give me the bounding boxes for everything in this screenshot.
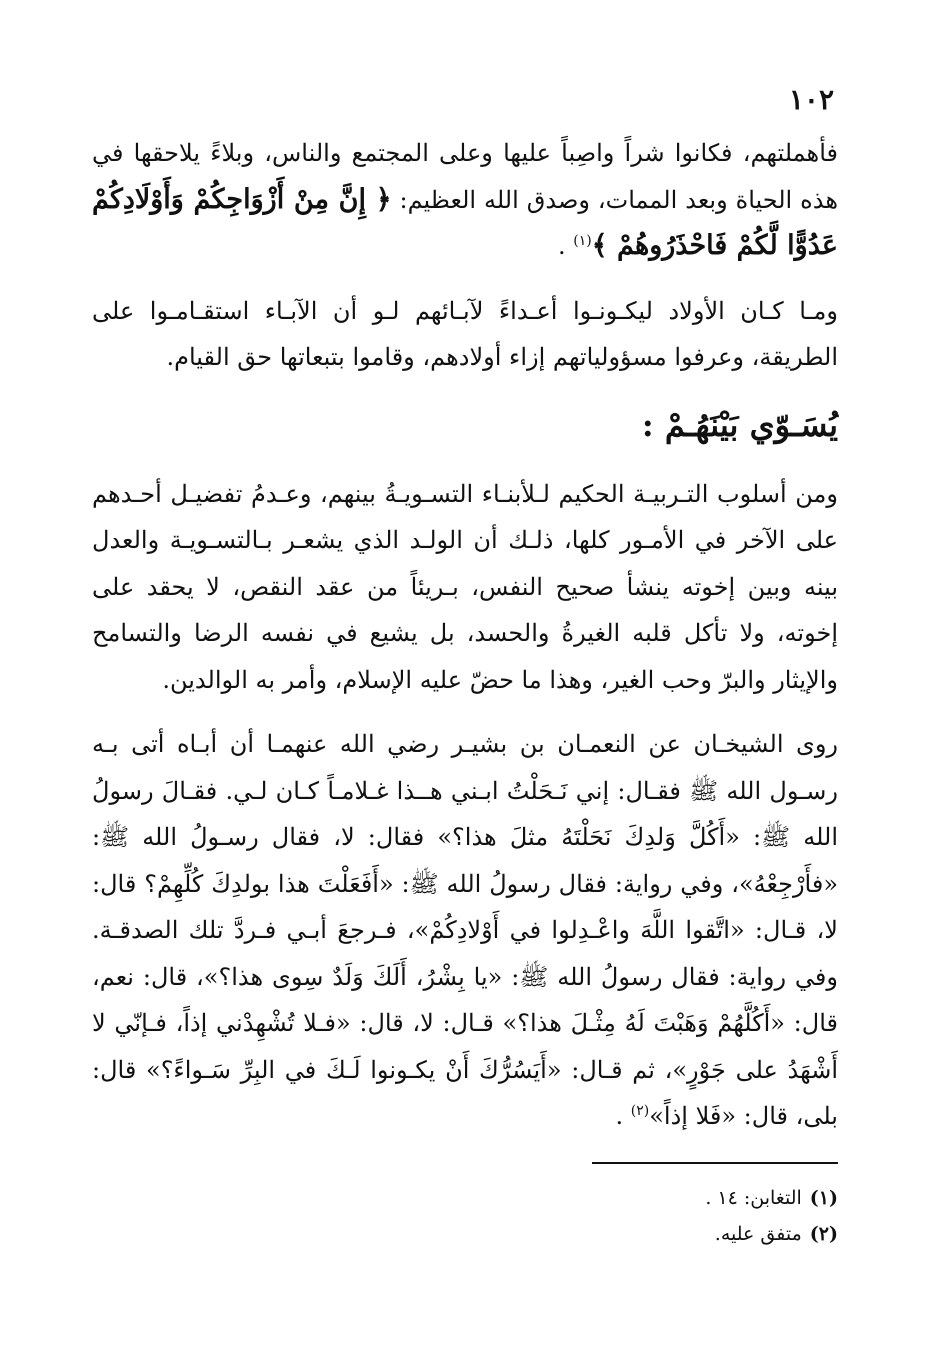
paragraph-4-end: .	[615, 1102, 631, 1130]
footnote-2	[92, 1216, 838, 1252]
page-number: ١٠٢	[788, 83, 834, 116]
footnote-divider	[592, 1162, 838, 1164]
paragraph-1	[92, 130, 838, 270]
footnote-1-text: التغابن: ١٤ .	[705, 1187, 802, 1209]
footnote-2-text: متفق عليه.	[714, 1223, 802, 1245]
paragraph-1-end: .	[558, 232, 574, 260]
paragraph-4-text: روى الشيخـان عن النعمـان بن بشيـر رضي الله عنهمـا أن أبـاه أتى بـه رسـول الله ﷺ فقـال: إني نَـحَلْتُ ابـني هــذا غـلامـاً كـان لـي. فقـالَ رسولُ الله ﷺ: «أَكُلَّ وَلدِكَ نَحَلْتَهُ مثلَ هذا؟» فقال: لا، فقال رسـولُ الله ﷺ: «فأَرْجِعْهُ»، وفي رواية: فقال رسولُ الله ﷺ: «أَفَعَلْتَ هذا بولدِكَ كُلِّهِمْ؟ قال: لا، قـال: «اتَّقوا اللَّهَ واعْـدِلوا في أَوْلادِكُمْ»، فـرجعَ أبـي فـردَّ تلك الصدقـة. وفي رواية: فقال رسولُ الله ﷺ: «يا بِشْرُ، أَلَكَ وَلَدٌ سِوى هذا؟»، قال: نعم، قال: «أَكُلَّهُمْ وَهَبْتَ لَهُ مِثْـلَ هذا؟» قـال: لا، قال: «فـلا تُشْهِدْني إذاً، فـإنّي لا أَشْهَدُ على جَوْرٍ»، ثم قـال: «أَيَسُرُّكَ أَنْ يكـونوا لَـكَ في البِرِّ سَـواءً؟» قال: بلى، قال: «فَلا إذاً»	[92, 730, 838, 1130]
footnote-ref-2: (٢)	[630, 1103, 650, 1119]
footnote-1-number: (١)	[809, 1187, 838, 1209]
footnote-2-number: (٢)	[809, 1223, 838, 1245]
page-body	[92, 130, 838, 1158]
footnote-1	[92, 1180, 838, 1216]
paragraph-3: ومن أسلوب التـربيـة الحكيم لـلأبنـاء التسـويـةُ بينهم، وعـدمُ تفضيـل أحـدهم على الآخر في الأمـور كلها، ذلـك أن الولـد الذي يشعـر بـالتسـويـة والعدل بينه وبين إخوته ينشأ صحيح النفس، بـريئاً من عقد النقص، لا يحقد على إخوته، ولا تأكل قلبه الغيرةُ والحسد، بل يشيع في نفسه الرضا والتسامح والإيثار والبرّ وحب الغير، وهذا ما حضّ عليه الإسلام، وأمر به الوالدين.	[92, 479, 839, 694]
footnotes	[92, 1180, 838, 1252]
paragraph-2: ومـا كـان الأولاد ليكـونـوا أعـداءً لآبـائهم لـو أن الآبـاء استقـامـوا على الطريقة، وعرفوا مسؤولياتهم إزاء أولادهم، وقاموا بتبعاتها حق القيام.	[92, 296, 838, 371]
footnote-ref-1: (١)	[573, 233, 592, 249]
paragraph-1-text: فأهملتهم، فكانوا شراً واصِباً عليها وعلى المجتمع والناس، وبلاءً يلاحقها في هذه الحياة وبعد الممات، وصدق الله العظيم:	[92, 139, 839, 214]
quran-verse: ﴿ إِنَّ مِنْ أَزْوَاجِكُمْ وَأَوْلَادِكُمْ عَدُوًّا لَّكُمْ فَاحْذَرُوهُمْ ﴾	[92, 183, 838, 261]
section-heading: يُسَـوّي بَيْنَهُـمْ :	[641, 405, 838, 444]
paragraph-4	[92, 721, 838, 1140]
